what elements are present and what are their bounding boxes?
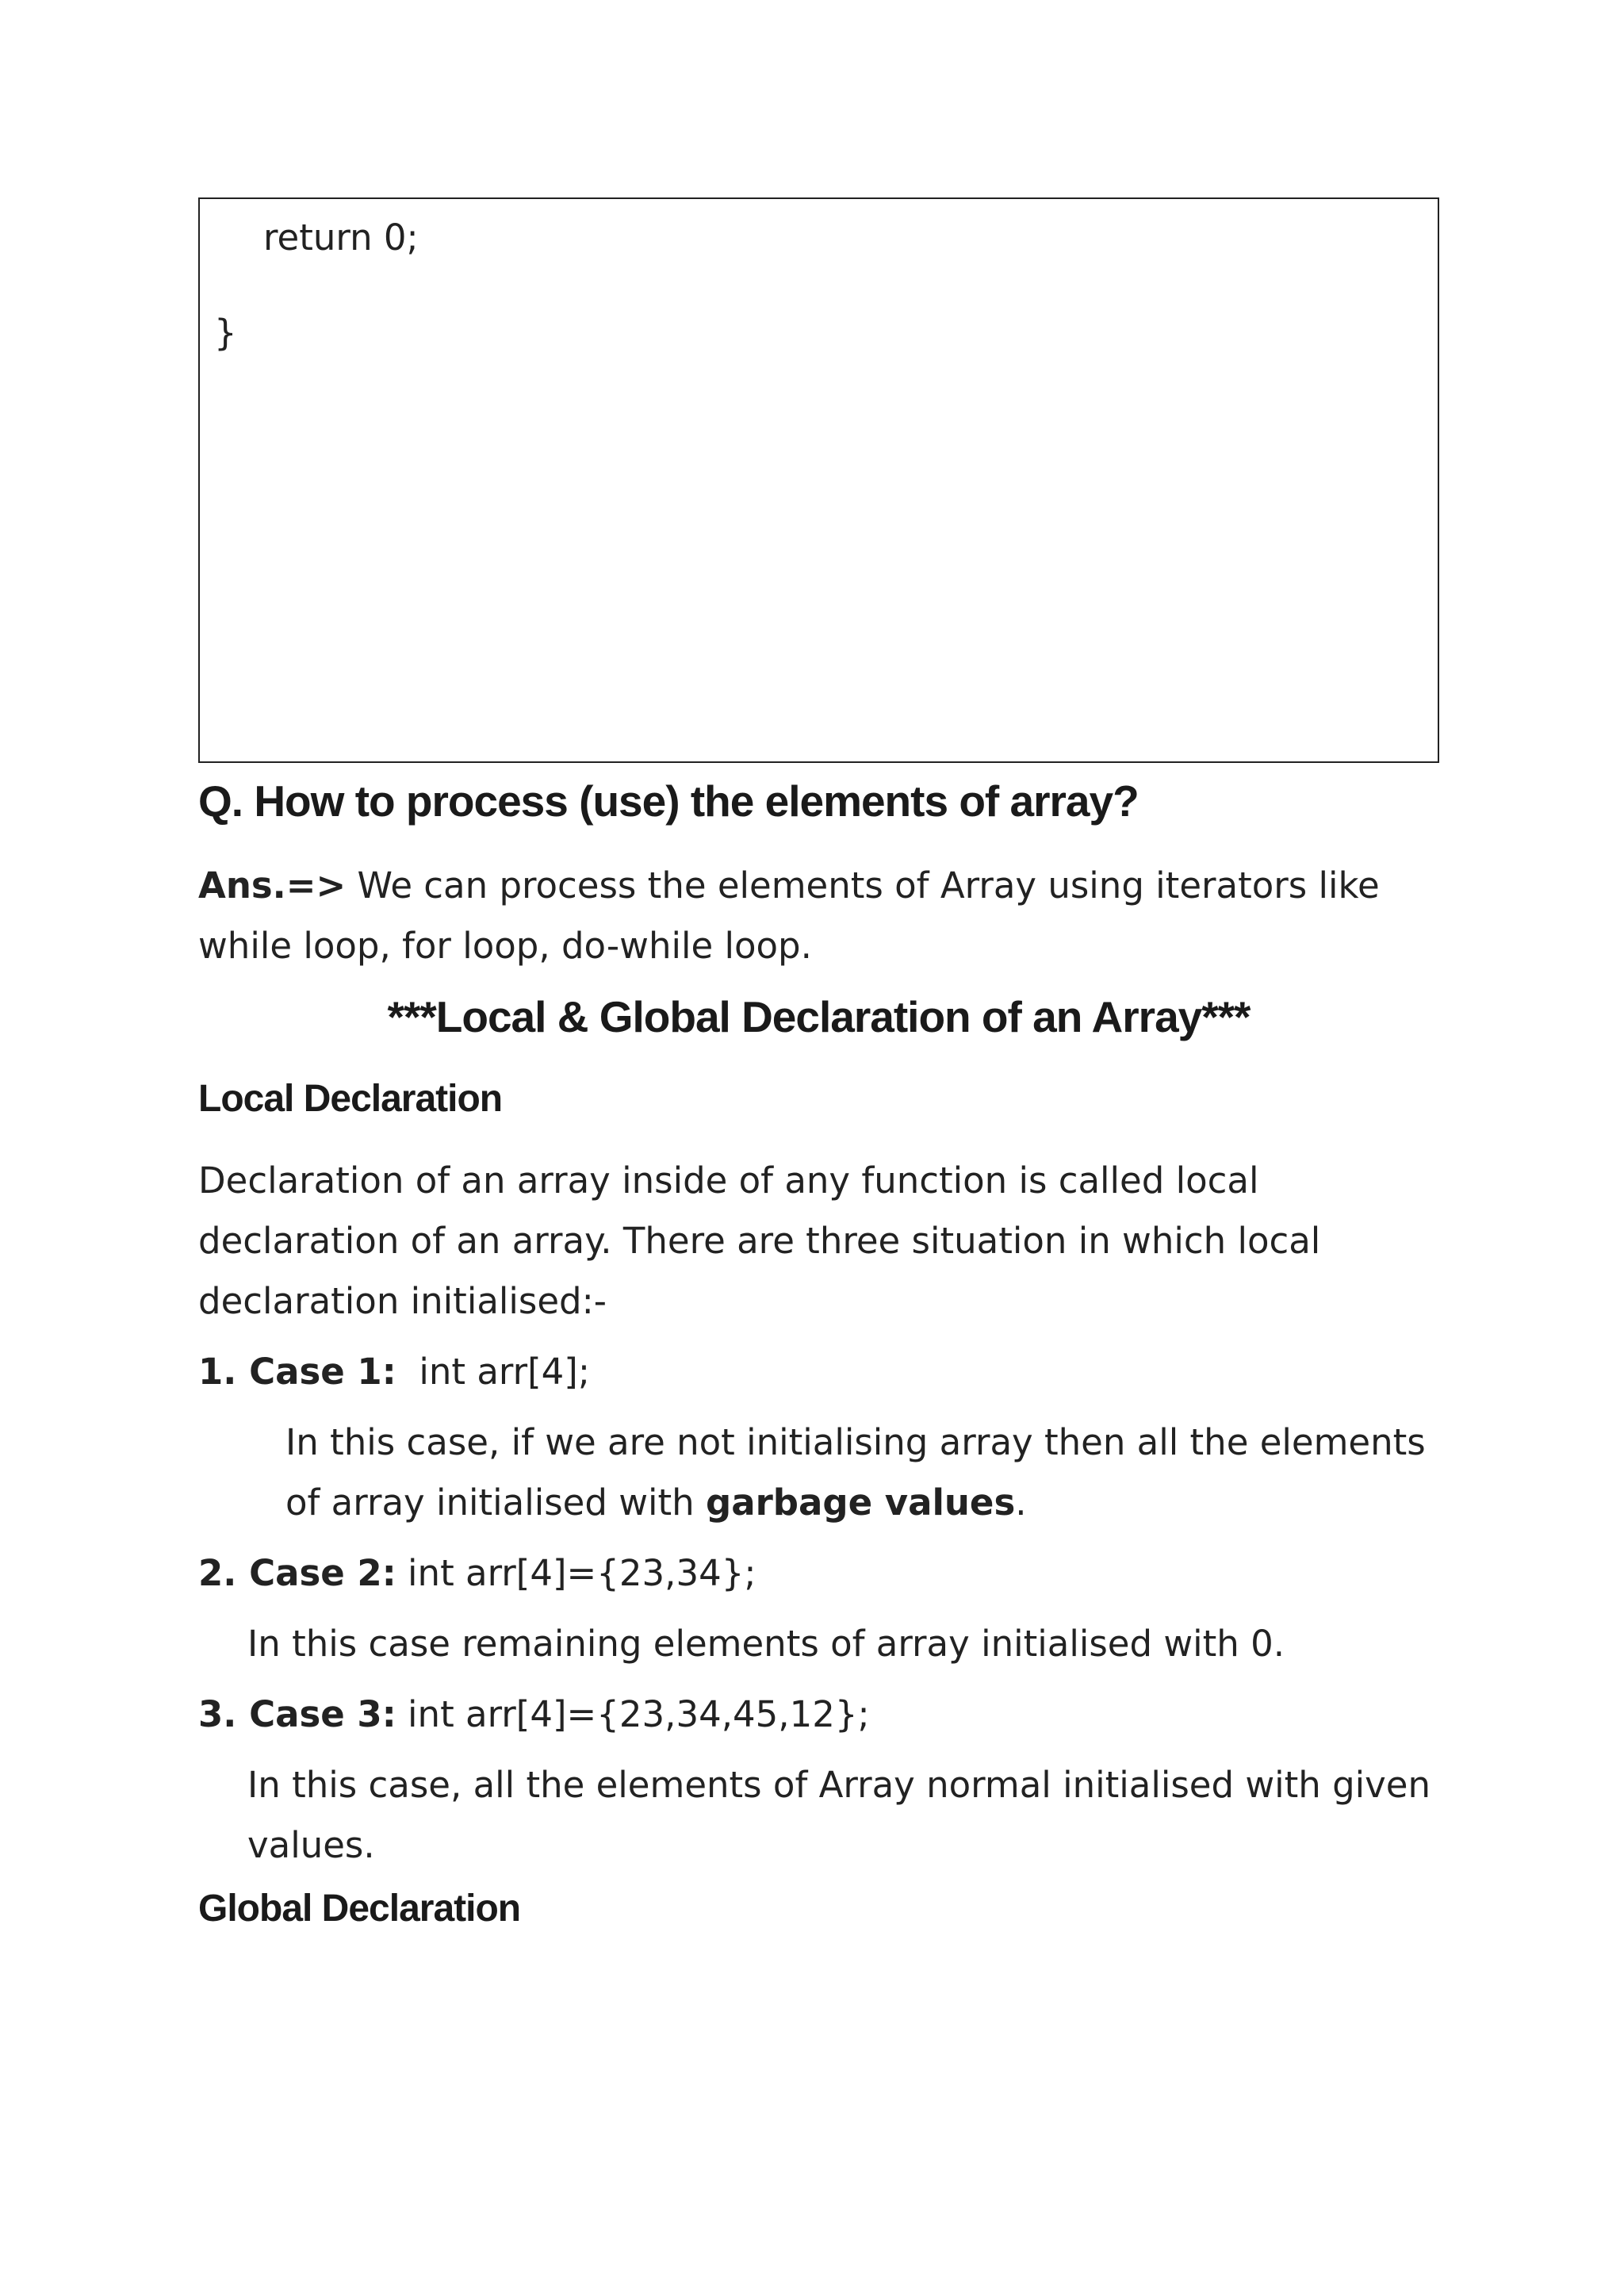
case-1-desc-text: In this case, if we are not initialising array then all the elements of array initialised with — [285, 1421, 1426, 1524]
case-1-line — [198, 1342, 1439, 1402]
case-2-label: 2. Case 2: — [198, 1552, 396, 1594]
case-3-label: 3. Case 3: — [198, 1693, 396, 1735]
global-declaration-heading: Global Declaration — [198, 1888, 521, 1930]
case-1-desc-bold: garbage values — [706, 1481, 1016, 1524]
case-3-line — [198, 1685, 1439, 1745]
code-line-closing-brace: } — [214, 312, 237, 354]
local-declaration-heading: Local Declaration — [198, 1078, 503, 1120]
question-heading: Q. How to process (use) the elements of array? — [198, 776, 1139, 826]
case-3-code: int arr[4]={23,34,45,12}; — [396, 1693, 870, 1735]
case-1-label: 1. Case 1: — [198, 1351, 396, 1393]
code-snippet-box — [198, 197, 1439, 763]
section-title: ***Local & Global Declaration of an Array*** — [387, 992, 1251, 1041]
code-line-return: return 0; — [263, 217, 419, 259]
answer-text: We can process the elements of Array using iterators like while loop, for loop, do-while loop. — [198, 864, 1380, 967]
answer-paragraph — [198, 856, 1439, 976]
case-2-line — [198, 1543, 1439, 1604]
local-declaration-intro: Declaration of an array inside of any function is called local declaration of an array. There are three situation in which local declaration initialised:- — [198, 1159, 1321, 1322]
case-2-code: int arr[4]={23,34}; — [396, 1552, 756, 1594]
case-1-desc-after: . — [1015, 1481, 1027, 1524]
case-2-description: In this case remaining elements of array initialised with 0. — [247, 1623, 1285, 1665]
case-1-description — [198, 1412, 1439, 1533]
case-1-code: int arr[4]; — [396, 1351, 591, 1393]
case-3-description: In this case, all the elements of Array normal initialised with given values. — [247, 1764, 1431, 1866]
answer-label: Ans.=> — [198, 864, 347, 907]
document-page — [198, 197, 1439, 1930]
